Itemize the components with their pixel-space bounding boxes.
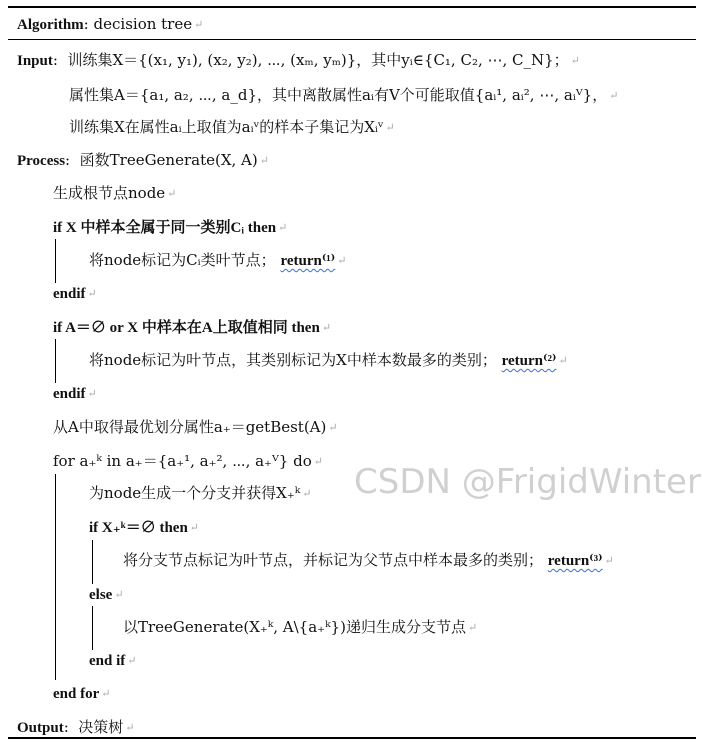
return-2: return⁽²⁾ [501,353,557,369]
input-line-2: 属性集A＝{a₁, a₂, ⋯, a_d}，其中离散属性aᵢ有V个可能取值{aᵢ¹, aᵢ², ⋯, aᵢⱽ}， ↵ [69,86,619,104]
algorithm-header: Algorithm: decision tree ↵ [17,15,204,33]
endif3-line: end if ↵ [89,653,137,669]
output-label: Output [17,720,64,736]
if2-bar [55,339,56,383]
output-value: 决策树 [78,718,124,736]
endif2-line: endif ↵ [53,386,97,402]
gen-root-line: 生成根节点node ↵ [53,184,177,202]
if1-bar [55,239,56,283]
top-rule [8,6,696,8]
input-text-2: 属性集A＝{a₁, a₂, ⋯, a_d}，其中离散属性aᵢ有V个可能取值{aᵢ¹, aᵢ², ⋯, aᵢⱽ}， [69,86,608,104]
if3-bar [92,540,93,584]
else-body-line: 以TreeGenerate(X₊ᵏ, A\{a₊ᵏ})递归生成分支节点 ↵ [123,618,478,636]
header-rule [8,39,696,40]
process-line: Process: 函数TreeGenerate(X, A) ↵ [17,151,269,169]
if2-body-line: 将node标记为叶节点，其类别标记为X中样本数最多的类别； return⁽²⁾ ↵ [89,351,568,369]
algorithm-name: decision tree [93,15,193,33]
return-3: return⁽³⁾ [547,553,603,569]
if1-line: if X 中样本全属于同一类别Cᵢ then ↵ [53,220,288,236]
input-label: Input [17,53,53,69]
if1-body-line: 将node标记为Cᵢ类叶节点； return⁽¹⁾ ↵ [89,251,347,269]
input-text-1: 训练集X＝{(x₁, y₁), (x₂, y₂), ⋯, (xₘ, yₘ)}，其中yᵢ∈{C₁, C₂, ⋯, C_N}； [67,51,569,69]
input-line-3: 训练集X在属性aᵢ上取值为aᵢᵛ的样本子集记为Xᵢᵛ ↵ [69,118,395,136]
endif1-line: endif ↵ [53,286,97,302]
else-line: else ↵ [89,587,124,603]
for-line: for a₊ᵏ in a₊＝{a₊¹, a₊², ⋯, a₊ⱽ} do ↵ [53,452,323,470]
process-signature: 函数TreeGenerate(X, A) [79,151,258,169]
algorithm-label: Algorithm [17,17,84,33]
output-line: Output: 决策树 ↵ [17,718,135,736]
process-label: Process [17,153,66,169]
if2-line: if A＝∅ or X 中样本在A上取值相同 then ↵ [53,320,332,336]
else-bar [92,606,93,650]
endfor-line: end for ↵ [53,686,111,702]
bottom-rule [8,737,696,739]
input-line-1: Input: 训练集X＝{(x₁, y₁), (x₂, y₂), ⋯, (xₘ, yₘ)}，其中yᵢ∈{C₁, C₂, ⋯, C_N}； ↵ [17,51,580,69]
get-best-line: 从A中取得最优划分属性a₊＝getBest(A) ↵ [53,418,338,436]
if3-body-line: 将分支节点标记为叶节点，并标记为父节点中样本最多的类别； return⁽³⁾ ↵ [123,551,614,569]
branch-line: 为node生成一个分支并获得X₊ᵏ ↵ [89,484,312,502]
watermark: CSDN @FrigidWinter [354,462,701,502]
return-1: return⁽¹⁾ [280,253,336,269]
for-bar [55,474,56,680]
input-text-3: 训练集X在属性aᵢ上取值为aᵢᵛ的样本子集记为Xᵢᵛ [69,118,384,136]
if3-line: if X₊ᵏ＝∅ then ↵ [89,520,200,536]
